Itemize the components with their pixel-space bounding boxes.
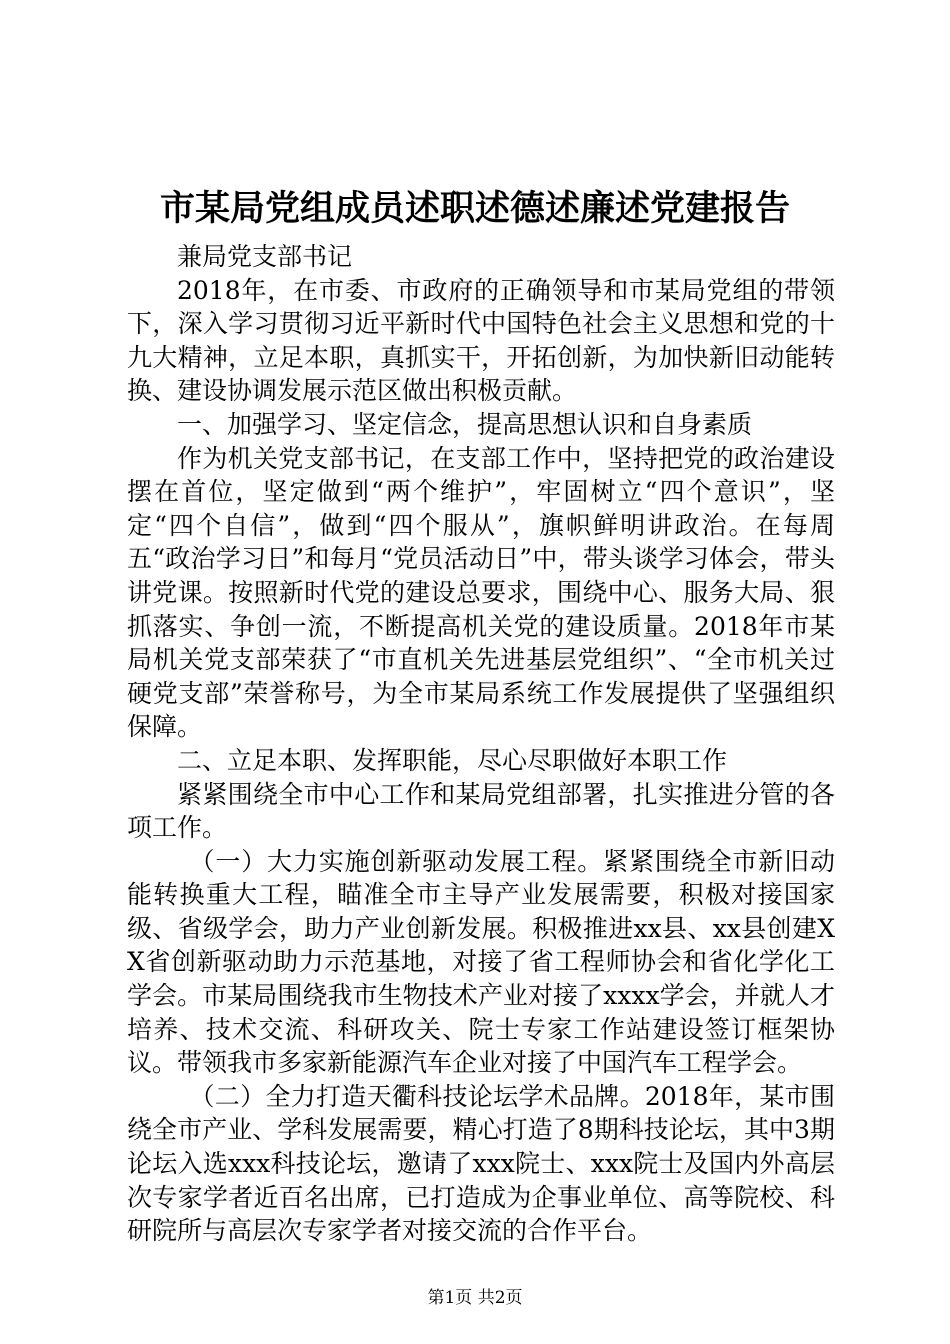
section-2-intro-paragraph: 紧紧围绕全市中心工作和某局党组部署，扎实推进分管的各项工作。 bbox=[127, 779, 835, 843]
author-position: 兼局党支部书记 bbox=[177, 242, 353, 271]
document-body bbox=[127, 240, 835, 1248]
section-heading-1: 一、加强学习、坚定信念，提高思想认识和自身素质 bbox=[177, 409, 753, 439]
page-number-footer: 第1页 共2页 bbox=[427, 1288, 523, 1308]
subsection-1-paragraph: （一）大力实施创新驱动发展工程。紧紧围绕全市新旧动能转换重大工程，瞄准全市主导产业发展需要，积极对接国家级、省级学会，助力产业创新发展。积极推进xx县、xx县创建XX省创新驱动助力示范基地，对接了省工程师协会和省化学化工学会。市某局围绕我市生物技术产业对接了xxxx学会，并就人才培养、技术交流、科研攻关、院士专家工作站建设签订框架协议。带领我市多家新能源汽车企业对接了中国汽车工程学会。 bbox=[127, 846, 835, 1078]
section-1-paragraph: 作为机关党支部书记，在支部工作中，坚持把党的政治建设摆在首位，坚定做到“两个维护”，牢固树立“四个意识”，坚定“四个自信”，做到“四个服从”，旗帜鲜明讲政治。在每周五“政治学习日”和每月“党员活动日”中，带头谈学习体会，带头讲党课。按照新时代党的建设总要求，围绕中心、服务大局、狠抓落实、争创一流，不断提高机关党的建设质量。2018年市某局机关党支部荣获了“市直机关先进基层党组织”、“全市机关过硬党支部”荣誉称号，为全市某局系统工作发展提供了坚强组织保障。 bbox=[127, 443, 835, 742]
subsection-2-paragraph: （二）全力打造天衢科技论坛学术品牌。2018年，某市围绕全市产业、学科发展需要，精心打造了8期科技论坛，其中3期论坛入选xxx科技论坛，邀请了xxx院士、xxx院士及国内外高层次专家学者近百名出席，已打造成为企事业单位、高等院校、科研院所与高层次专家学者对接交流的合作平台。 bbox=[127, 1081, 835, 1246]
section-heading-2: 二、立足本职、发挥职能，尽心尽职做好本职工作 bbox=[177, 745, 728, 775]
document-title: 市某局党组成员述职述德述廉述党建报告 bbox=[159, 188, 790, 229]
intro-paragraph: 2018年，在市委、市政府的正确领导和市某局党组的带领下，深入学习贯彻习近平新时代中国特色社会主义思想和党的十九大精神，立足本职，真抓实干，开拓创新，为加快新旧动能转换、建设协调发展示范区做出积极贡献。 bbox=[127, 275, 835, 406]
